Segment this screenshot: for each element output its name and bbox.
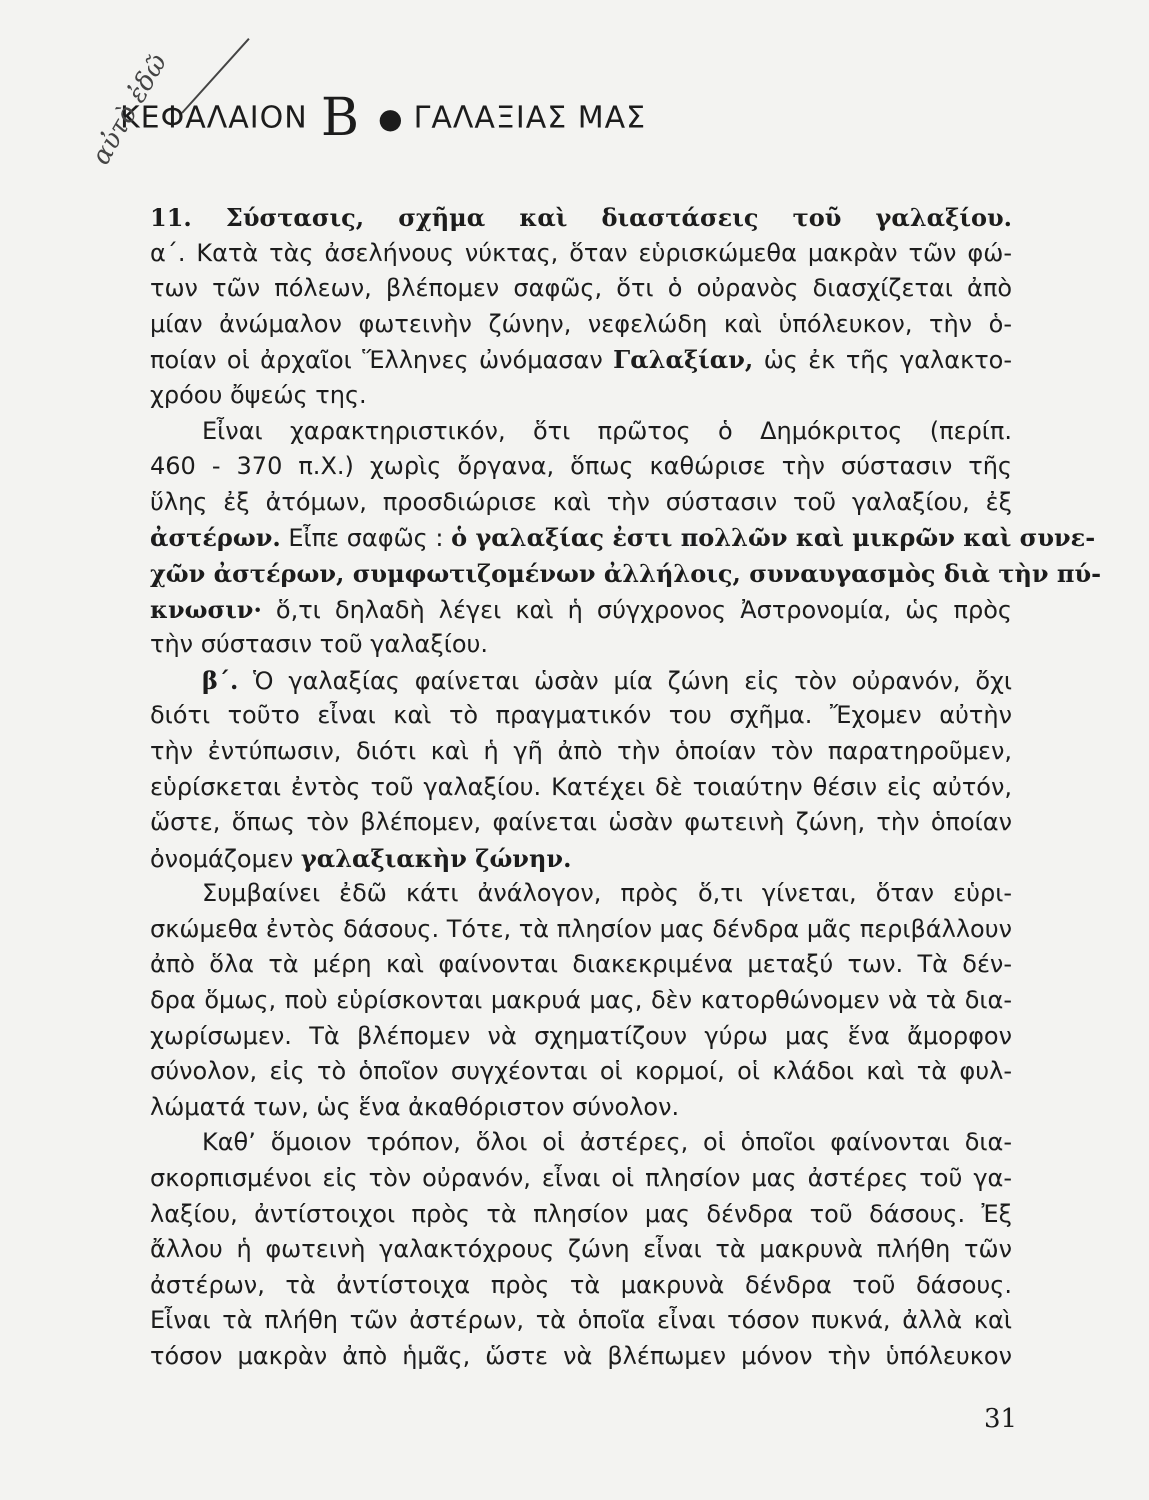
text-line: σκώμεθα ἐντὸς δάσους. Τότε, τὰ πλησίον μας δένδρα μᾶς περιβάλλουν (150, 914, 1012, 943)
text-line: σύνολον, εἰς τὸ ὁποῖον συγχέονται οἱ κορμοί, οἱ κλάδοι καὶ τὰ φυλ- (150, 1057, 1012, 1086)
text-line: α΄. Κατὰ τὰς ἀσελήνους νύκτας, ὅταν εὑρισκώμεθα μακρὰν τῶν φώ- (150, 238, 1012, 267)
text-line: ποίαν οἱ ἀρχαῖοι Ἕλληνες ὠνόμασαν Γαλαξίαν, ὡς ἐκ τῆς γαλακτο- (150, 345, 1013, 375)
handwritten-note: αὐτὸ ἐδῶ (86, 48, 174, 171)
text-line: ἄλλου ἡ φωτεινὴ γαλακτόχρους ζώνη εἶναι τὰ μακρυνὰ πλήθη τῶν (150, 1235, 1012, 1264)
text-line: τὴν ἐντύπωσιν, διότι καὶ ἡ γῆ ἀπὸ τὴν ὁποίαν τὸν παρατηροῦμεν, (150, 736, 1012, 765)
text-line: β΄. Ὁ γαλαξίας φαίνεται ὡσὰν μία ζώνη εἰς τὸν οὐρανόν, ὄχι (202, 665, 1012, 695)
chapter-letter: Β (320, 88, 360, 148)
text-line: ἀστέρων. Εἶπε σαφῶς : ὁ γαλαξίας ἐστι πολλῶν καὶ μικρῶν καὶ συνε- (150, 523, 1096, 553)
text-line: εὑρίσκεται ἐντὸς τοῦ γαλαξίου. Κατέχει δὲ τοιαύτην θέσιν εἰς αὐτόν, (150, 772, 1012, 801)
text-line: Εἶναι τὰ πλήθη τῶν ἀστέρων, τὰ ὁποῖα εἶναι τόσον πυκνά, ἀλλὰ καὶ (150, 1306, 1012, 1335)
text-line: Εἶναι χαρακτηριστικόν, ὅτι πρῶτος ὁ Δημόκριτος (περίπ. (202, 416, 1012, 445)
chapter-title: ΓΑΛΑΞΙΑΣ ΜΑΣ (413, 100, 647, 136)
text-line: χῶν ἀστέρων, συμφωτιζομένων ἀλλήλοις, συναυγασμὸς διὰ τὴν πύ- (150, 558, 1102, 588)
text-line: τόσον μακρὰν ἀπὸ ἡμᾶς, ὥστε νὰ βλέπωμεν μόνον τὴν ὑπόλευκον (150, 1342, 1012, 1370)
text-line: Καθ’ ὅμοιον τρόπον, ὅλοι οἱ ἀστέρες, οἱ ὁποῖοι φαίνονται δια- (202, 1128, 1012, 1157)
section-heading: 11. Σύστασις, σχῆμα καὶ διαστάσεις τοῦ γαλαξίου. (150, 203, 1012, 232)
chapter-header (120, 88, 1020, 158)
bullet-icon: ● (378, 101, 403, 135)
text-line: μίαν ἀνώμαλον φωτεινὴν ζώνην, νεφελώδη καὶ ὑπόλευκον, τὴν ὁ- (150, 309, 1012, 338)
text-line: σκορπισμένοι εἰς τὸν οὐρανόν, εἶναι οἱ πλησίον μας ἀστέρες τοῦ γα- (150, 1164, 1012, 1193)
body-text (150, 200, 1102, 1375)
text-line: διότι τοῦτο εἶναι καὶ τὸ πραγματικόν του σχῆμα. Ἔχομεν αὐτὴν (150, 701, 1012, 730)
text-line: Συμβαίνει ἐδῶ κάτι ἀνάλογον, πρὸς ὅ,τι γίνεται, ὅταν εὑρι- (202, 879, 1012, 908)
text-line: 460 - 370 π.Χ.) χωρὶς ὄργανα, ὅπως καθώρισε τὴν σύστασιν τῆς (150, 452, 1012, 481)
text-line: των τῶν πόλεων, βλέπομεν σαφῶς, ὅτι ὁ οὐρανὸς διασχίζεται ἀπὸ (150, 274, 1012, 303)
text-line: ὕλης ἐξ ἀτόμων, προσδιώρισε καὶ τὴν σύστασιν τοῦ γαλαξίου, ἐξ (150, 487, 1012, 516)
text-line: ὀνομάζομεν γαλαξιακὴν ζώνην. (150, 843, 572, 873)
text-line: λαξίου, ἀντίστοιχοι πρὸς τὰ πλησίον μας δένδρα τοῦ δάσους. Ἐξ (150, 1199, 1012, 1228)
text-line: τὴν σύστασιν τοῦ γαλαξίου. (150, 630, 489, 659)
text-line: ὥστε, ὅπως τὸν βλέπομεν, φαίνεται ὡσὰν φωτεινὴ ζώνη, τὴν ὁποίαν (150, 808, 1012, 837)
text-line: χωρίσωμεν. Τὰ βλέπομεν νὰ σχηματίζουν γύρω μας ἕνα ἄμορφον (150, 1021, 1012, 1050)
text-line: ἀστέρων, τὰ ἀντίστοιχα πρὸς τὰ μακρυνὰ δένδρα τοῦ δάσους. (150, 1270, 1012, 1299)
text-line: δρα ὅμως, ποὺ εὑρίσκονται μακρυά μας, δὲν κατορθώνομεν νὰ τὰ δια- (150, 986, 1012, 1015)
text-line: χρόου ὄψεώς της. (150, 380, 367, 409)
text-line: ἀπὸ ὅλα τὰ μέρη καὶ φαίνονται διακεκριμένα μεταξύ των. Τὰ δέν- (150, 950, 1012, 979)
text-line: λώματά των, ὡς ἕνα ἀκαθόριστον σύνολον. (150, 1092, 680, 1121)
text-line: κνωσιν· ὅ,τι δηλαδὴ λέγει καὶ ἡ σύγχρονος Ἀστρονομία, ὡς πρὸς (150, 594, 1012, 624)
chapter-label: ΚΕΦΑΛΑΙΟΝ (120, 100, 308, 136)
page-number: 31 (984, 1404, 1018, 1434)
